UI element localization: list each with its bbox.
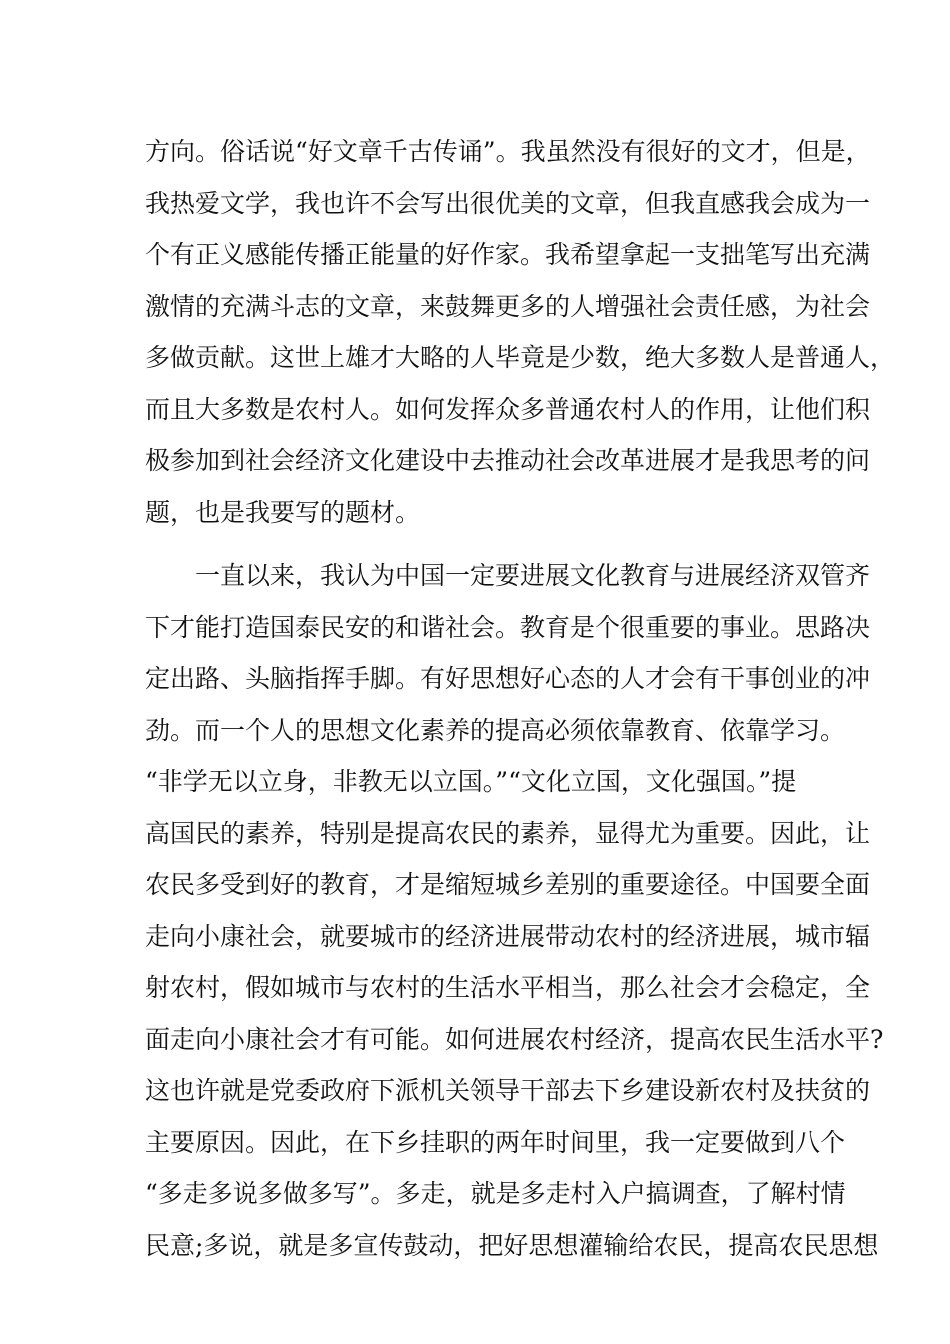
text-line: 射农村，假如城市与农村的生活水平相当，那么社会才会稳定，全 xyxy=(145,973,871,1002)
text-line: 定出路、头脑指挥手脚。有好思想好心态的人才会有干事创业的冲 xyxy=(145,664,871,693)
text-line: 一直以来，我认为中国一定要进展文化教育与进展经济双管齐 xyxy=(195,561,871,590)
text-line: 这也许就是党委政府下派机关领导干部去下乡建设新农村及扶贫的 xyxy=(145,1076,871,1105)
text-line: 下才能打造国泰民安的和谐社会。教育是个很重要的事业。思路决 xyxy=(145,612,871,642)
text-line: 我热爱文学，我也许不会写出很优美的文章，但我直感我会成为一 xyxy=(145,188,871,218)
text-line: 劲。而一个人的思想文化素养的提高必须依靠教育、依靠学习。 xyxy=(145,715,846,745)
text-line: 题，也是我要写的题材。 xyxy=(145,497,421,527)
text-line: 而且大多数是农村人。如何发挥众多普通农村人的作用，让他们积 xyxy=(145,394,871,424)
paragraph-2 xyxy=(145,550,884,1271)
paragraph-spacer xyxy=(145,538,810,550)
text-line: 主要原因。因此，在下乡挂职的两年时间里，我一定要做到八个 xyxy=(145,1127,846,1157)
text-line: 激情的充满斗志的文章，来鼓舞更多的人增强社会责任感，为社会 xyxy=(145,291,871,321)
text-line: 面走向小康社会才有可能。如何进展农村经济，提高农民生活水平? xyxy=(145,1024,884,1054)
text-line: 个有正义感能传播正能量的好作家。我希望拿起一支拙笔写出充满 xyxy=(145,240,871,269)
text-line: 走向小康社会，就要城市的经济进展带动农村的经济进展，城市辐 xyxy=(145,921,871,951)
text-line: 民意;多说，就是多宣传鼓动，把好思想灌输给农民，提高农民思想 xyxy=(145,1230,879,1260)
text-line: 农民多受到好的教育，才是缩短城乡差别的重要途径。中国要全面 xyxy=(145,870,871,899)
text-line: 多做贡献。这世上雄才大略的人毕竟是少数，绝大多数人是普通人， xyxy=(145,343,896,372)
text-line: “多走多说多做多写”。多走，就是多走村入户搞调查，了解村情 xyxy=(145,1179,846,1208)
text-line: 极参加到社会经济文化建设中去推动社会改革进展才是我思考的问 xyxy=(145,446,871,475)
text-line: “非学无以立身，非教无以立国。”“文化立国，文化强国。”提 xyxy=(145,767,797,796)
paragraph-1 xyxy=(145,126,896,538)
text-line: 高国民的素养，特别是提高农民的素养，显得尤为重要。因此，让 xyxy=(145,818,871,848)
text-line: 方向。俗话说“好文章千古传诵”。我虽然没有很好的文才，但是， xyxy=(145,137,871,166)
body-text xyxy=(145,126,896,1271)
